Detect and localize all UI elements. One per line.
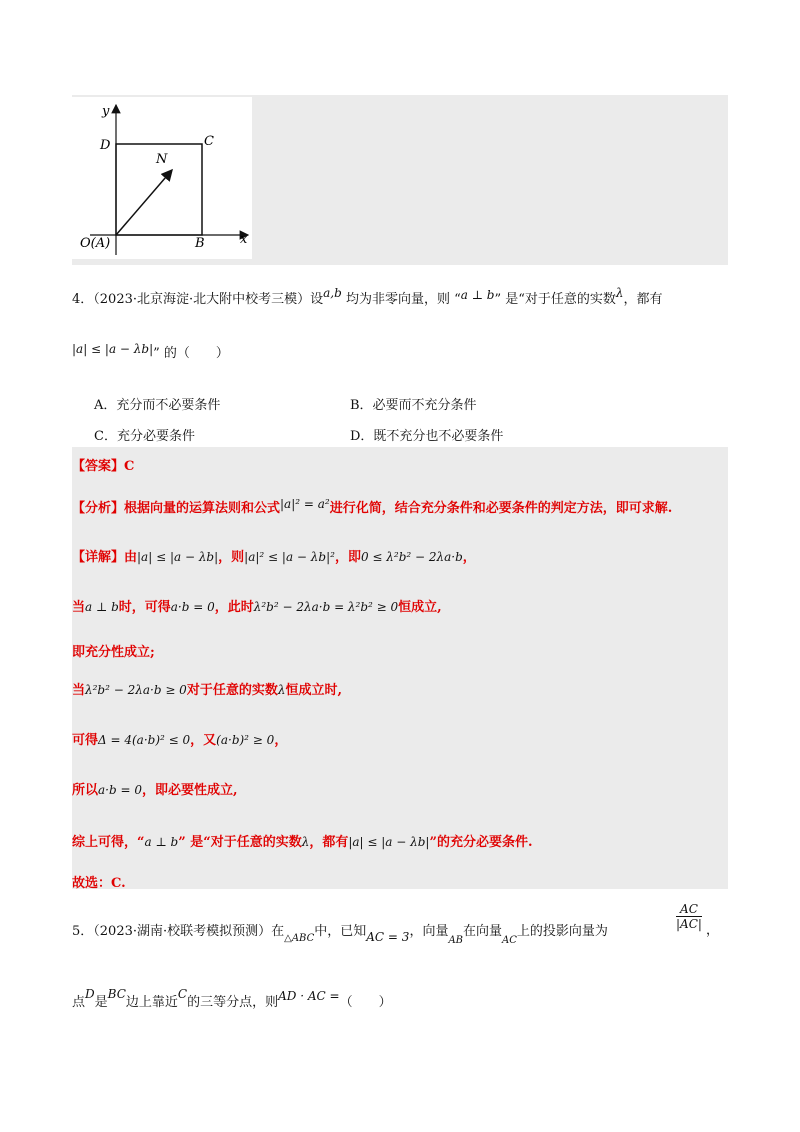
math-expr: Δ = 4(a·b)² ≤ 0 bbox=[98, 733, 191, 747]
question-number: 4． bbox=[72, 292, 94, 307]
detail-text: ，即必要性成立, bbox=[141, 783, 238, 798]
question-text: 均为非零向量，则 “ bbox=[345, 292, 461, 307]
detail-text: 可得 bbox=[72, 733, 99, 748]
question-text: ” 是“对于任意的实数 bbox=[494, 292, 616, 307]
detail-text: 对于任意的实数 bbox=[186, 683, 278, 698]
detail-text: ”的充分必要条件. bbox=[429, 835, 533, 850]
detail-text: ，则 bbox=[218, 550, 245, 565]
question-4-line1 bbox=[72, 286, 663, 309]
detail-text: ，都有 bbox=[309, 835, 349, 850]
option-B[interactable]: B．必要而不充分条件 bbox=[350, 398, 477, 413]
origin-label: O(A) bbox=[80, 236, 111, 251]
question-text: 的三等分点，则 bbox=[187, 995, 279, 1010]
question-text: （ ） bbox=[339, 995, 392, 1010]
x-axis-label: x bbox=[240, 232, 248, 247]
detail-text: ， bbox=[462, 550, 476, 565]
point-N-label: N bbox=[156, 152, 168, 167]
math-expr: |a| ≤ |a − λb| bbox=[348, 835, 430, 849]
detail-text: ，又 bbox=[190, 733, 217, 748]
math-expr: λ bbox=[301, 835, 310, 849]
question-text: 是 bbox=[94, 995, 108, 1010]
analysis-text: 进行化简，结合充分条件和必要条件的判定方法，即可求解. bbox=[329, 501, 673, 516]
math-expr: a ⊥ b bbox=[144, 835, 179, 849]
question-text: 中，已知 bbox=[314, 924, 367, 939]
math-lambda: λ bbox=[615, 286, 624, 300]
math-expr: a·b = 0 bbox=[170, 600, 215, 614]
question-4-line2 bbox=[72, 344, 229, 363]
question-source: （2023·北京海淀·北大附中校考三模）设 bbox=[93, 292, 324, 307]
question-source: （2023·湖南·校联考模拟预测）在 bbox=[93, 924, 285, 939]
detail-text: 综上可得，“ bbox=[72, 835, 145, 850]
math-projection-fraction bbox=[676, 902, 702, 931]
analysis-label: 【分析】根据向量的运算法则和公式 bbox=[72, 501, 281, 516]
detail-label: 【详解】由 bbox=[72, 550, 138, 565]
math-point-C: C bbox=[177, 987, 188, 1001]
question-5-line2 bbox=[72, 987, 392, 1012]
detail-text: ，即 bbox=[334, 550, 361, 565]
detail-line7 bbox=[72, 831, 533, 850]
math-inequality: |a| ≤ |a − λb| bbox=[72, 342, 154, 356]
square-diagram-svg bbox=[72, 97, 252, 259]
option-D[interactable]: D．既不充分也不必要条件 bbox=[350, 429, 504, 444]
detail-text: ，此时 bbox=[214, 600, 254, 615]
math-formula: |a|² = a² bbox=[280, 497, 330, 511]
question-5-line1 bbox=[72, 922, 608, 946]
math-expr: λ²b² − 2λa·b ≥ 0 bbox=[85, 683, 187, 697]
fraction-denominator: |AC| bbox=[676, 917, 702, 931]
question-text: ，都有 bbox=[623, 292, 663, 307]
detail-line4 bbox=[72, 679, 342, 698]
math-ac-length: AC = 3 bbox=[366, 930, 410, 944]
point-B-label: B bbox=[195, 236, 205, 251]
answer-label: 【答案】C bbox=[72, 459, 135, 474]
detail-text: ， bbox=[274, 733, 288, 748]
math-dot-product: AD · AC = bbox=[278, 989, 340, 1003]
detail-line5 bbox=[72, 729, 287, 748]
math-expr: |a|² ≤ |a − λb|² bbox=[244, 550, 335, 564]
detail-line1 bbox=[72, 546, 476, 565]
detail-line2 bbox=[72, 596, 442, 615]
question-text: 上的投影向量为 bbox=[516, 924, 608, 939]
question-text: ，向量 bbox=[409, 924, 449, 939]
math-expr: λ²b² − 2λa·b = λ²b² ≥ 0 bbox=[253, 600, 399, 614]
analysis-line bbox=[72, 497, 672, 516]
detail-text: 恒成立时, bbox=[285, 683, 342, 698]
math-expr: |a| ≤ |a − λb| bbox=[137, 550, 219, 564]
option-C[interactable]: C．充分必要条件 bbox=[94, 429, 195, 444]
detail-text: 时，可得 bbox=[118, 600, 171, 615]
math-expr: 0 ≤ λ²b² − 2λa·b bbox=[360, 550, 463, 564]
fraction-numerator: AC bbox=[676, 902, 702, 917]
math-expr: (a·b)² ≥ 0 bbox=[216, 733, 275, 747]
detail-line8: 故选：C. bbox=[72, 876, 126, 891]
detail-line6 bbox=[72, 779, 238, 798]
option-A[interactable]: A．充分而不必要条件 bbox=[94, 398, 221, 413]
math-a-perp-b: a ⊥ b bbox=[460, 288, 495, 302]
detail-text: ” 是“对于任意的实数 bbox=[178, 835, 302, 850]
detail-line3: 即充分性成立; bbox=[72, 645, 155, 660]
math-expr: a ⊥ b bbox=[85, 600, 119, 614]
math-segment-BC: BC bbox=[107, 987, 126, 1001]
math-ab: a,b bbox=[323, 286, 342, 300]
point-D-label: D bbox=[100, 138, 111, 153]
math-triangle: △ABC bbox=[284, 933, 315, 944]
math-expr: a·b = 0 bbox=[98, 783, 142, 797]
math-point-D: D bbox=[85, 987, 95, 1001]
y-axis-label: y bbox=[102, 104, 110, 119]
question-number: 5． bbox=[72, 924, 94, 939]
question-text: ” 的（ ） bbox=[153, 346, 229, 361]
detail-text: 当 bbox=[72, 600, 86, 615]
vector-AN bbox=[116, 170, 172, 235]
math-vector-ac: AC bbox=[502, 935, 517, 946]
math-expr: λ bbox=[277, 683, 286, 697]
point-C-label: C bbox=[204, 134, 214, 149]
question-text: 边上靠近 bbox=[125, 995, 178, 1010]
detail-text: 所以 bbox=[72, 783, 99, 798]
math-vector-ab: AB bbox=[448, 935, 464, 946]
detail-text: 当 bbox=[72, 683, 86, 698]
coordinate-figure bbox=[72, 97, 252, 259]
detail-text: 恒成立, bbox=[398, 600, 442, 615]
question-text: 在向量 bbox=[463, 924, 503, 939]
question-text: 点 bbox=[72, 995, 86, 1010]
question-5-comma: ， bbox=[706, 923, 720, 938]
